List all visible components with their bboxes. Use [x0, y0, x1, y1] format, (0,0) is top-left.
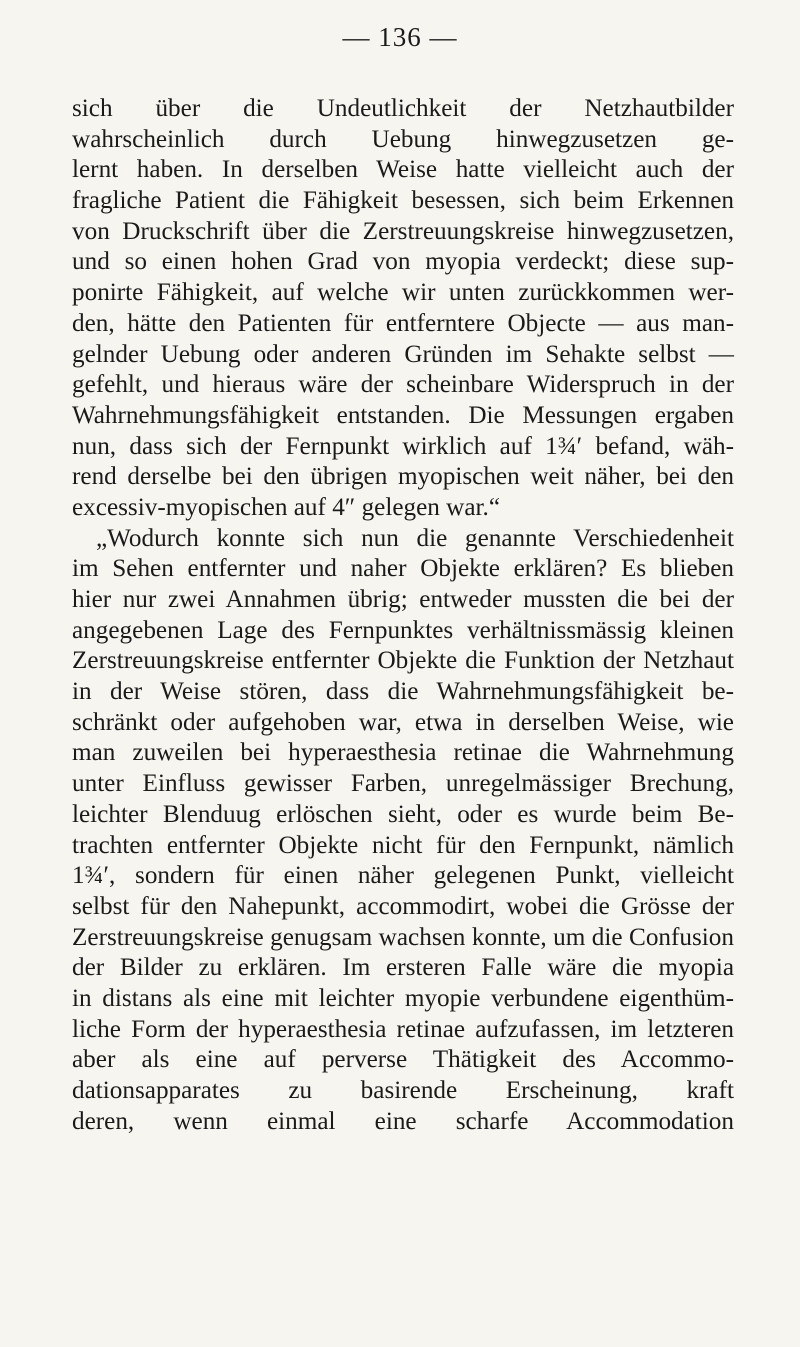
text-line: liche Form der hyperaesthesia retinae aufzufassen, im letzteren — [72, 1015, 734, 1043]
text-line: deren, wenn einmal eine scharfe Accommodation — [72, 1107, 734, 1135]
text-line: angegebenen Lage des Fernpunktes verhältnissmässig kleinen — [72, 616, 734, 644]
text-line: Zerstreuungskreise genugsam wachsen konnte, um die Confusion — [72, 923, 734, 951]
text-line: hier nur zwei Annahmen übrig; entweder mussten die bei der — [72, 586, 734, 613]
text-line: „Wodurch konnte sich nun die genannte Verschiedenheit — [96, 524, 734, 552]
text-line: ponirte Fähigkeit, auf welche wir unten zurückkommen wer- — [72, 279, 734, 307]
text-line: aber als eine auf perverse Thätigkeit des Accommo- — [72, 1046, 734, 1074]
text-line: gelnder Uebung oder anderen Gründen im Sehakte selbst — — [72, 340, 734, 368]
text-line: wahrscheinlich durch Uebung hinwegzusetzen ge- — [72, 125, 734, 153]
text-line: Wahrnehmungsfähigkeit entstanden. Die Messungen ergaben — [72, 401, 734, 429]
body-text — [72, 94, 734, 1137]
text-line: und so einen hohen Grad von myopia verdeckt; diese sup- — [72, 248, 734, 276]
text-line: lernt haben. In derselben Weise hatte vielleicht auch der — [72, 156, 734, 184]
text-line: dationsapparates zu basirende Erscheinung, kraft — [72, 1077, 734, 1104]
text-line: unter Einfluss gewisser Farben, unregelmässiger Brechung, — [72, 770, 734, 798]
text-line: man zuweilen bei hyperaesthesia retinae die Wahrnehmung — [72, 739, 734, 767]
text-line: den, hätte den Patienten für entferntere Objecte — aus man- — [72, 309, 734, 337]
text-line: Zerstreuungskreise entfernter Objekte die Funktion der Netzhaut — [72, 647, 734, 675]
text-line: 1¾′, sondern für einen näher gelegenen Punkt, vielleicht — [72, 862, 734, 890]
text-line: rend derselbe bei den übrigen myopischen weit näher, bei den — [72, 463, 734, 491]
text-line: fragliche Patient die Fähigkeit besessen, sich beim Erkennen — [72, 187, 734, 215]
text-line: nun, dass sich der Fernpunkt wirklich auf 1¾′ befand, wäh- — [72, 432, 734, 460]
text-line: gefehlt, und hieraus wäre der scheinbare Widerspruch in der — [72, 371, 734, 399]
text-line: in distans als eine mit leichter myopie verbundene eigenthüm- — [72, 984, 734, 1012]
text-line: schränkt oder aufgehoben war, etwa in derselben Weise, wie — [72, 708, 734, 736]
page-number: — 136 — — [342, 22, 458, 52]
text-line: im Sehen entfernter und naher Objekte erklären? Es blieben — [72, 555, 734, 583]
text-line: sich über die Undeutlichkeit der Netzhautbilder — [72, 95, 734, 122]
text-line: trachten entfernter Objekte nicht für den Fernpunkt, nämlich — [72, 831, 734, 859]
text-line: selbst für den Nahepunkt, accommodirt, wobei die Grösse der — [72, 892, 734, 920]
text-line: in der Weise stören, dass die Wahrnehmungsfähigkeit be- — [72, 678, 734, 706]
text-line: von Druckschrift über die Zerstreuungskreise hinwegzusetzen, — [72, 217, 734, 245]
text-line: der Bilder zu erklären. Im ersteren Falle wäre die myopia — [72, 954, 734, 982]
text-line: leichter Blenduug erlöschen sieht, oder es wurde beim Be- — [72, 800, 734, 828]
text-line: excessiv-myopischen auf 4″ gelegen war.“ — [72, 493, 501, 521]
